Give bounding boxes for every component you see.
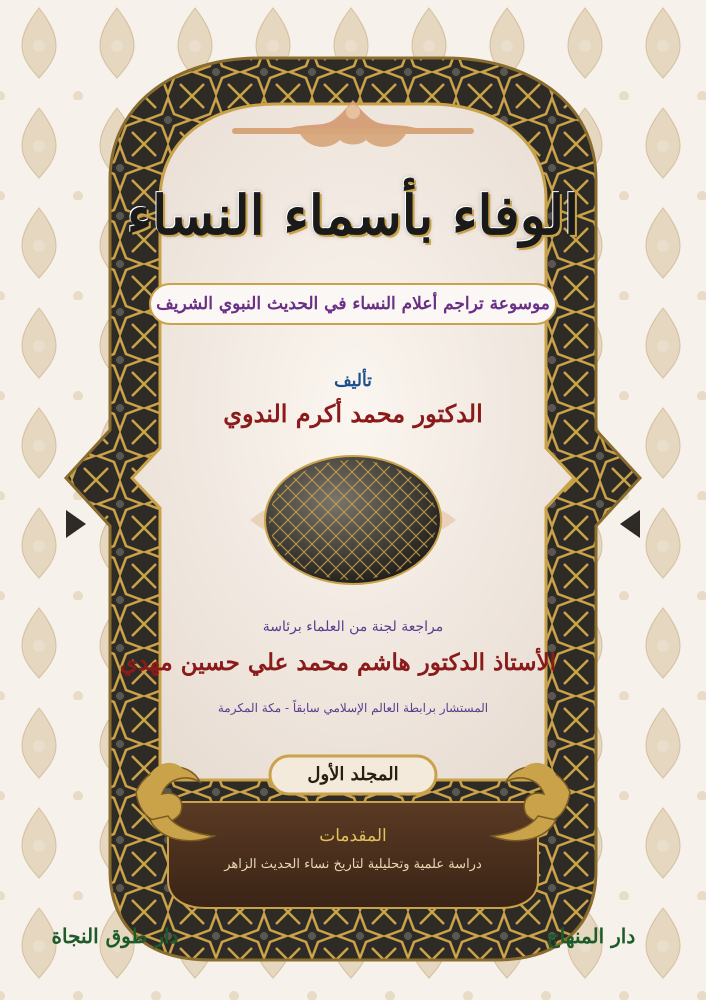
reviewer-name: الأستاذ الدكتور هاشم محمد علي حسين مهدي: [119, 649, 556, 676]
authored-by-label: تأليف: [334, 371, 372, 391]
reviewer-title: المستشار برابطة العالم الإسلامي سابقاً - مكة المكرمة: [217, 701, 489, 715]
book-subtitle: موسوعة تراجم أعلام النساء في الحديث النبوي الشريف: [156, 294, 550, 314]
publisher-right: دار المنهاج: [546, 924, 636, 948]
section-title: المقدمات: [319, 826, 387, 846]
review-committee-label: مراجعة لجنة من العلماء برئاسة: [262, 619, 444, 635]
author-name: الدكتور محمد أكرم الندوي: [223, 399, 483, 428]
publisher-left: دار طوق النجاة: [51, 924, 179, 948]
volume-label: المجلد الأول: [307, 764, 399, 785]
section-subtitle: دراسة علمية وتحليلية لتاريخ نساء الحديث الزاهر: [224, 857, 482, 872]
book-title: الوفاء بأسماء النساء: [126, 183, 580, 247]
